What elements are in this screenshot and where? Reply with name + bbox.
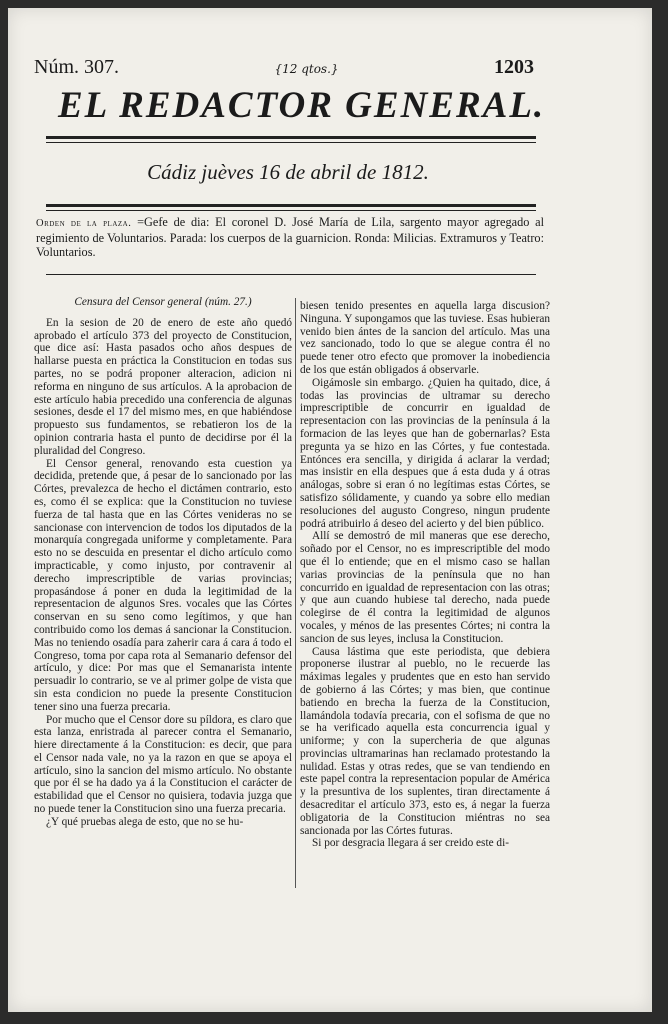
divider [46,210,536,211]
price: {12 qtos.} [274,62,339,76]
divider [46,142,536,143]
divider [46,136,536,139]
newspaper-page [8,8,652,1012]
issue-number: Núm. 307. [34,56,119,78]
paragraph: biesen tenido presentes en aquella larga discusion? Ninguna. Y supongamos que las tuviese. Esas hubieran venido bien ántes de la sancion del artículo. Mas una vez sancionado, todo lo que se alegue contra él no puede tener otro efecto que promover la inobediencia de los que están obligados á observarle. [300,300,550,376]
newspaper-title: EL REDACTOR GENERAL. [58,85,546,126]
masthead-top-line [34,56,534,79]
paragraph: Causa lástima que este periodista, que debiera proponerse ilustrar al pueblo, no le recuerde las máximas legales y prudentes que en esto han servido de gobierno á las Córtes; y mas bien, que continue batiendo en brecha la fuerza de la Constitucion, llamándola todavía precaria, con el sofisma de que no se ha verificado aquella esta concurrencia igual y uniforme; y con la supercheria de que algunas provincias ultramarinas han reclamado protestando la nulidad. Estas y otras redes, que se van tendiendo en este papel contra la representacion popular de América y la presuntiva de los suplentes, tiran directamente á desacreditar el artículo 373, esto es, á negar la fuerza obligatoria de la Constitucion miéntras no sea sancionada por las Córtes futuras. [300,645,550,837]
orden-de-la-plaza [36,215,544,259]
paragraph: ¿Y qué pruebas alega de esto, que no se hu- [46,815,244,828]
dateline: Cádiz juèves 16 de abril de 1812. [147,160,429,184]
paragraph: El Censor general, renovando esta cuestion ya decidida, pretende que, á pesar de lo sancionado por las Córtes, prevalezca de hecho el dictámen contrario, esto es, como él se explica: que la Constitucion no tuviese fuerza de tal hasta que en las Córtes venideras no se sancionase con intervencion de todos los diputados de la monarquía congregada uniforme y completamente. Para esto no se descuida en presentar el dicho artículo como impracticable, y como injusto, por contravenir al derecho imprescriptible de varias provincias; propasándose á poner en duda la legitimidad de la representacion de algunos Sres. vocales que las Córtes conservan en su seno como legítimos, y que han contribuido como los demas á sancionar la Constitucion. Mas no teniendo osadía para zaherir cara á cara á todo el Congreso, toma por capa rota al Semanario defensor del artículo, y dice: Por mas que el Semanarista intente persuadir lo contrario, se ve al primer golpe de vista que sin esta condicion no puede la presente Constitucion tener sino una fuerza precaria. [34,457,292,713]
paragraph: En la sesion de 20 de enero de este año quedó aprobado el artículo 373 del proyecto de Constitucion, que dice así: Hasta pasados ocho años despues de hallarse puesta en práctica la Constitucion en todas sus partes, no se podrá proponer alteracion, adicion ni reforma en ninguno de sus artículos. A la aprobacion de este artículo habia precedido una conferencia de algunas sesiones, desde el 17 del mismo mes, en que habiéndose propuesto sus fundamentos, se rebatieron los de la opinion contraria hasta el punto de decidirse por él la pluralidad del Congreso. [34,316,292,457]
orden-label: Orden de la plaza. [36,218,132,229]
divider [46,204,536,207]
paragraph: Si por desgracia llegara á ser creido este di- [312,837,509,850]
paragraph: Allí se demostró de mil maneras que ese derecho, soñado por el Censor, no es imprescriptible del modo que él lo entiende; que en el mismo caso se hallan varias provincias de la península que no han concurrido en igualdad de representacion con las otras; y que aun cuando hubiese tal derecho, nada puede colegirse de él contra la legitimidad de algunos vocales, y ménos de las presentes Córtes; ni contra la sancion de sus leyes, inclusa la Constitucion. [300,530,550,645]
paragraph: Por mucho que el Censor dore su píldora, es claro que esta lanza, enristrada al parecer contra el Semanario, hiere directamente á la Constitucion: es decir, que para el Censor nada vale, no ya la razon en que se apoya el artículo, sino la sancion del mismo artículo. No obstante que por él se ha dado ya á la Constitucion el carácter de estabilidad que el Censor no quisiera, todavia juzga que no puede tener la Constitucion sino una fuerza precaria. [34,713,292,816]
article-heading: Censura del Censor general (núm. 27.) [74,296,252,308]
page-number: 1203 [494,56,534,78]
article-column-left [34,296,292,829]
column-divider [295,298,296,888]
orden-text: =Gefe de dia: El coronel D. José María de Lila, sargento mayor agregado al regimiento de Voluntarios. Parada: los cuerpos de la guarnicion. Ronda: Milicias. Extramuros y Teatro: Voluntarios. [36,215,544,259]
article-column-right [300,300,550,850]
paragraph: Oigámosle sin embargo. ¿Quien ha quitado, dice, á todas las provincias de ultramar su derecho imprescriptible de concurrir en igualdad de representacion con las provincias de la península á la formacion de las leyes que han de gobernarlas? Esta pregunta ya se hizo en las Córtes, y fue contestada. Entónces era sencilla, y dirigida á aclarar la verdad; mas insistir en ella despues que á esta duda y á otras análogas, sobre si eran ó no legítimas estas Córtes, se satisfizo sólidamente, y cuando ya sobre ello median resoluciones del augusto Congreso, ningun prudente podrá atribuirlo á deseo del acierto y del bien público. [300,376,550,530]
divider [46,274,536,275]
